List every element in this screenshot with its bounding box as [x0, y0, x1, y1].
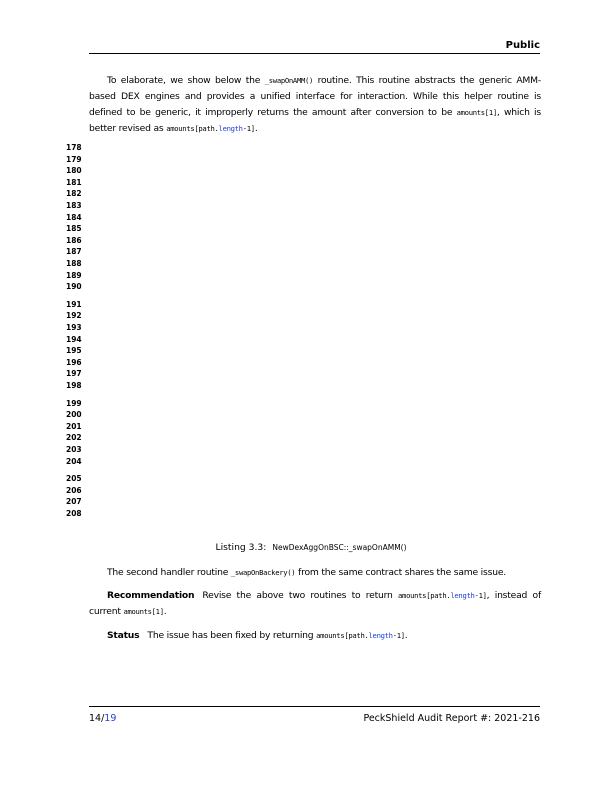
- code-line-number: 185: [66, 224, 82, 234]
- code-line-number: 183: [66, 201, 82, 210]
- code-line-number: 186: [66, 235, 82, 245]
- code-line-number: 196: [66, 357, 82, 367]
- code-line-number: 178: [66, 143, 82, 152]
- header-label: Public: [505, 40, 540, 51]
- inline-code: amounts[path.length-1]: [398, 591, 487, 600]
- code-line-number: 204: [66, 456, 82, 466]
- code-line-number: 201: [66, 421, 82, 431]
- code-line-number: 188: [66, 259, 82, 268]
- intro-line-3: defined to be generic, it improperly returns the amount after conversion to be amounts[1], which is: [89, 107, 541, 118]
- paragraph-intro: [89, 73, 541, 137]
- code-line-number: 199: [66, 398, 82, 408]
- code-line-number: 203: [66, 445, 82, 454]
- code-line-number: 200: [66, 410, 82, 420]
- inline-code: amounts[1]: [123, 607, 164, 616]
- intro-line-1: To elaborate, we show below the _swapOnAMM() routine. This routine abstracts the generic AMM-: [107, 75, 541, 86]
- footer-rule: [89, 706, 540, 707]
- paragraph-recommendation: [89, 588, 541, 620]
- code-line-number: 181: [66, 177, 82, 187]
- report-id: PeckShield Audit Report #: 2021-216: [363, 713, 540, 724]
- inline-code: _swapOnBackery(): [230, 568, 296, 577]
- inline-code: amounts[1]: [456, 108, 497, 117]
- code-line-number: 197: [66, 369, 82, 379]
- code-line-number: 207: [66, 497, 82, 507]
- header-rule: [89, 53, 540, 54]
- code-line-number: 193: [66, 323, 82, 332]
- page-number: 14/19: [89, 713, 117, 724]
- recommendation-line-2: current amounts[1].: [89, 606, 167, 617]
- inline-code: _swapOnAMM(): [264, 76, 314, 85]
- code-line-number: 202: [66, 433, 82, 443]
- intro-line-2: based DEX engines and provides a unified interface for interaction. While this helper routine is: [89, 91, 541, 102]
- page-total-link[interactable]: 19: [104, 713, 117, 724]
- status-heading: Status: [107, 630, 140, 641]
- caption-label: Listing 3.3:: [215, 542, 267, 553]
- code-line-number: 198: [66, 381, 82, 390]
- inline-code: amounts[path.length-1]: [316, 631, 405, 640]
- code-line-number: 189: [66, 270, 82, 280]
- listing-caption: [0, 542, 612, 553]
- code-line-number: 195: [66, 346, 82, 356]
- recommendation-line-1: Recommendation Revise the above two routines to return amounts[path.length-1], instead of: [107, 590, 541, 601]
- inline-code: amounts[path.length-1]: [166, 124, 255, 133]
- caption-title: NewDexAggOnBSC::_swapOnAMM(): [272, 543, 407, 552]
- code-line-number: 191: [66, 299, 82, 309]
- code-line-number: 192: [66, 311, 82, 321]
- code-line-number: 208: [66, 509, 82, 518]
- code-line-number: 190: [66, 282, 82, 292]
- intro-line-4: better revised as amounts[path.length-1].: [89, 123, 258, 134]
- code-line-number: 205: [66, 474, 82, 484]
- code-line-number: 206: [66, 485, 82, 495]
- code-line-number: 180: [66, 166, 82, 176]
- code-line-number: 184: [66, 212, 82, 222]
- code-line-number: 194: [66, 334, 82, 344]
- code-line-number: 179: [66, 154, 82, 164]
- paragraph-second-handler: The second handler routine _swapOnBackery() from the same contract shares the same issue.: [107, 567, 506, 578]
- paragraph-status: Status The issue has been fixed by returning amounts[path.length-1].: [107, 630, 408, 641]
- recommendation-heading: Recommendation: [107, 590, 195, 601]
- code-line-number: 182: [66, 189, 82, 199]
- code-line-number: 187: [66, 247, 82, 257]
